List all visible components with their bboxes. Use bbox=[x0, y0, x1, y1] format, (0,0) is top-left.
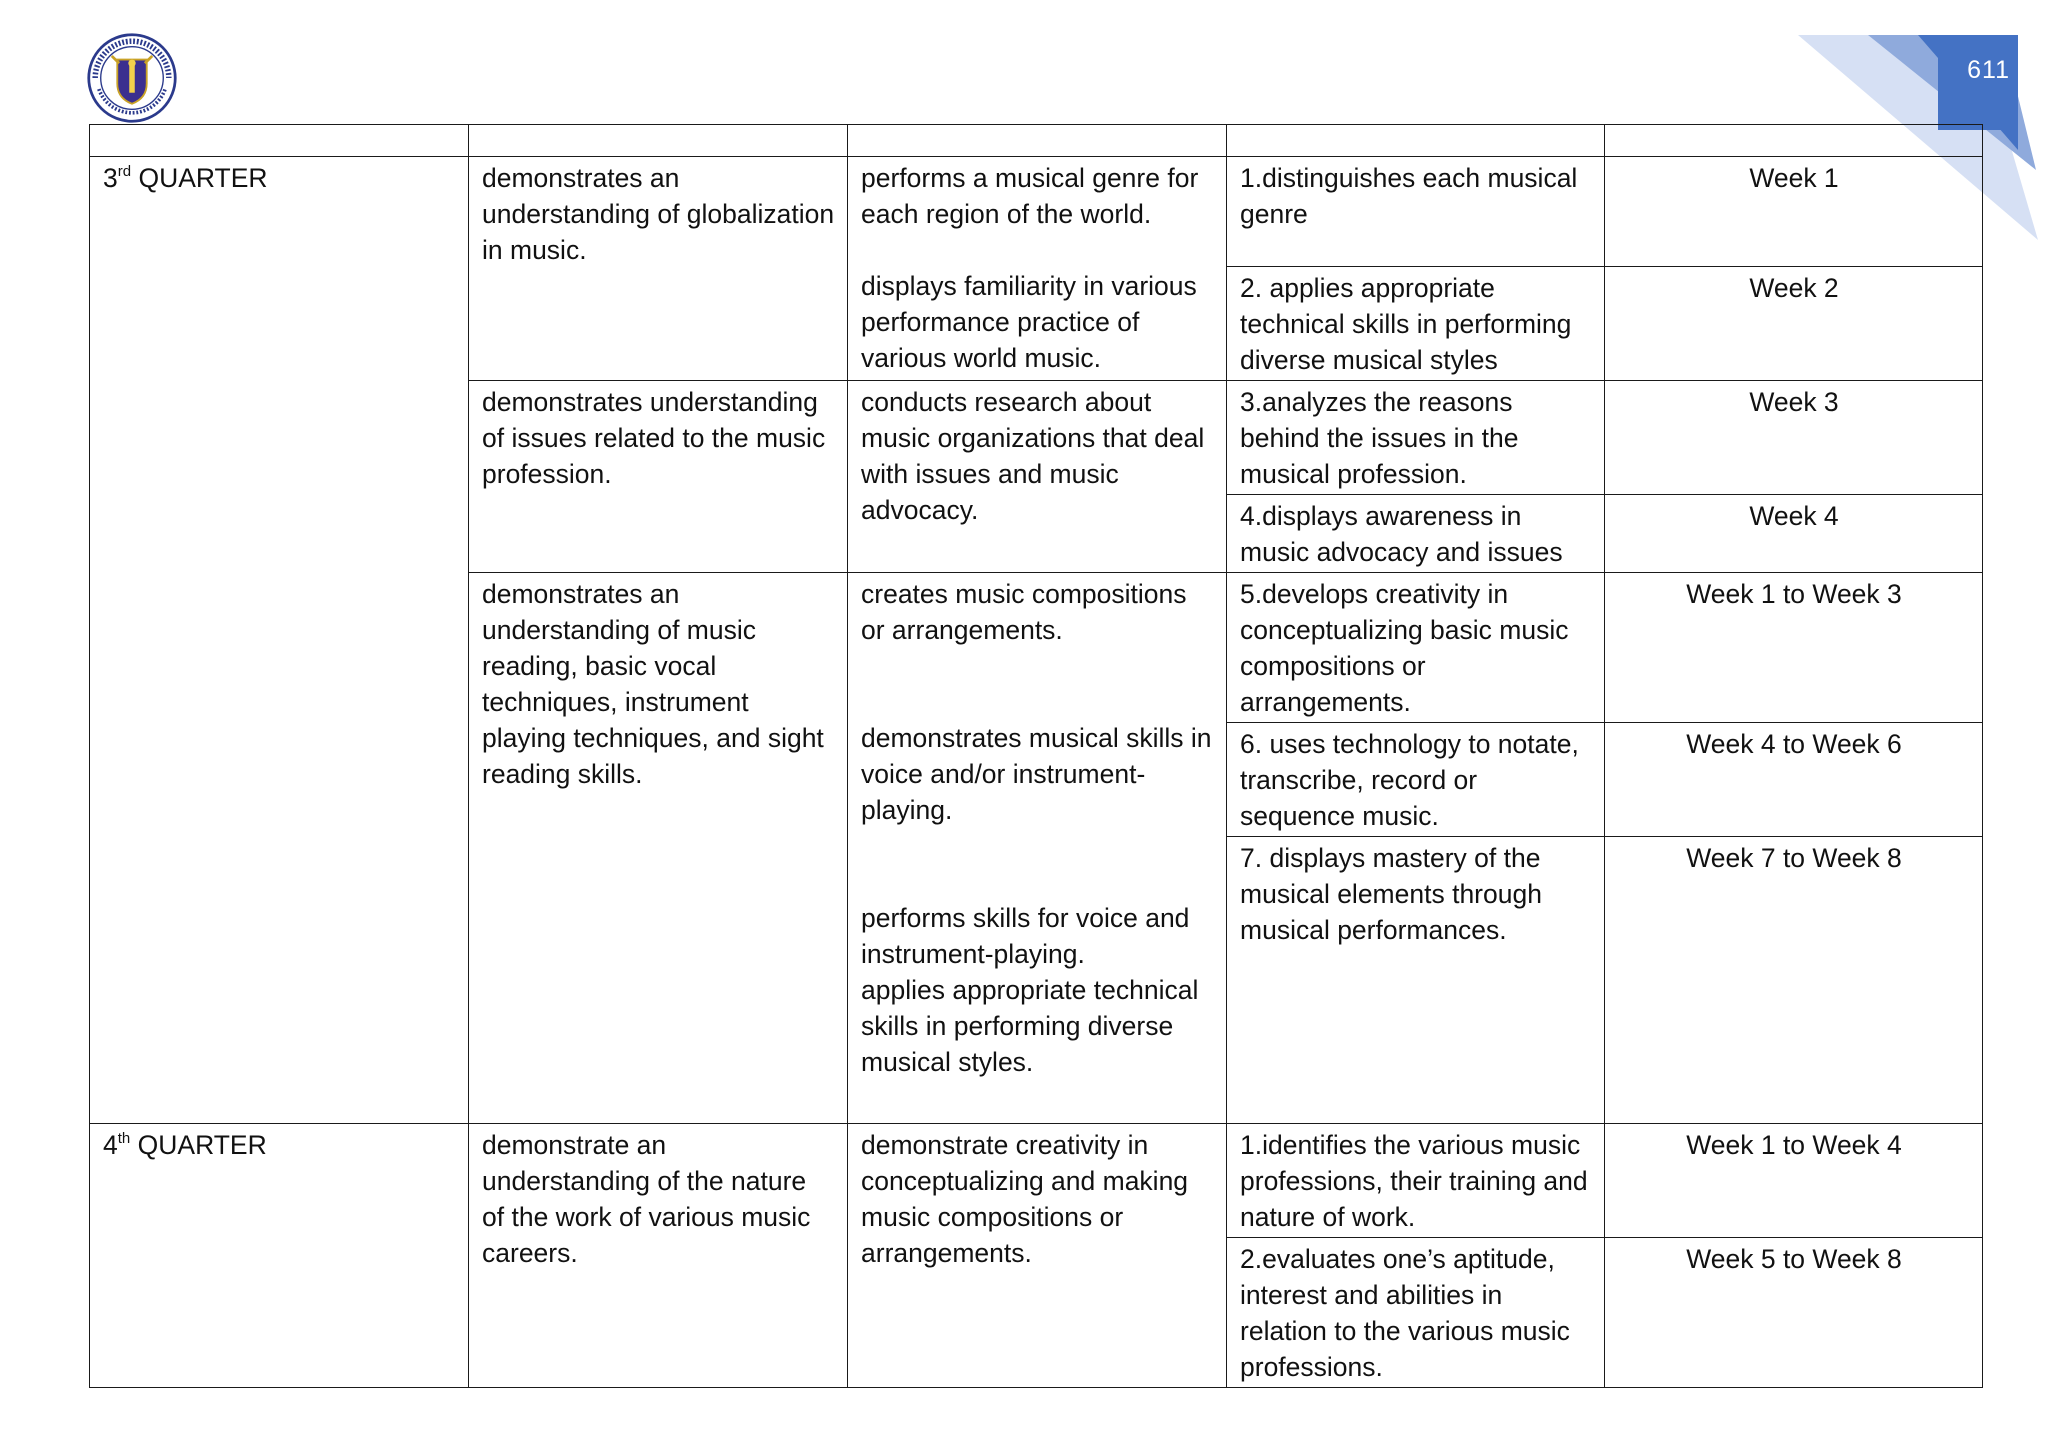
competency-cell: 6. uses technology to notate, transcribe, record or sequence music. bbox=[1227, 723, 1605, 837]
competency-cell: 1.distinguishes each musical genre bbox=[1227, 157, 1605, 267]
header-cell bbox=[1605, 125, 1983, 157]
header-cell bbox=[1227, 125, 1605, 157]
quarter-cell-4th: 4th QUARTER bbox=[90, 1124, 469, 1388]
competency-cell: 2. applies appropriate technical skills in performing diverse musical styles bbox=[1227, 267, 1605, 381]
time-frame-cell: Week 5 to Week 8 bbox=[1605, 1238, 1983, 1388]
deped-seal-logo bbox=[86, 32, 178, 124]
competency-cell: 2.evaluates one’s aptitude, interest and abilities in relation to the various music professions. bbox=[1227, 1238, 1605, 1388]
table-row bbox=[90, 1124, 1983, 1238]
curriculum-table bbox=[89, 124, 1983, 1388]
content-standard: demonstrates understanding of issues related to the music profession. bbox=[469, 381, 848, 573]
time-frame-cell: Week 1 to Week 4 bbox=[1605, 1124, 1983, 1238]
header-cell bbox=[469, 125, 848, 157]
competency-cell: 5.develops creativity in conceptualizing basic music compositions or arrangements. bbox=[1227, 573, 1605, 723]
header-cell bbox=[848, 125, 1227, 157]
time-frame-cell: Week 4 bbox=[1605, 495, 1983, 573]
competency-cell: 1.identifies the various music professions, their training and nature of work. bbox=[1227, 1124, 1605, 1238]
competency-cell: 7. displays mastery of the musical elements through musical performances. bbox=[1227, 837, 1605, 1124]
time-frame-cell: Week 3 bbox=[1605, 381, 1983, 495]
competency-cell: 3.analyzes the reasons behind the issues in the musical profession. bbox=[1227, 381, 1605, 495]
performance-standard: demonstrate creativity in conceptualizing and making music compositions or arrangements. bbox=[848, 1124, 1227, 1388]
header-cell bbox=[90, 125, 469, 157]
page-number: 611 bbox=[1967, 56, 2010, 84]
time-frame-cell: Week 1 bbox=[1605, 157, 1983, 267]
competency-cell: 4.displays awareness in music advocacy and issues bbox=[1227, 495, 1605, 573]
performance-standard: performs a musical genre for each region of the world. displays familiarity in various performance practice of various world music. bbox=[848, 157, 1227, 381]
content-standard: demonstrate an understanding of the nature of the work of various music careers. bbox=[469, 1124, 848, 1388]
performance-standard: conducts research about music organizations that deal with issues and music advocacy. bbox=[848, 381, 1227, 573]
table-row bbox=[90, 157, 1983, 267]
content-standard: demonstrates an understanding of globalization in music. bbox=[469, 157, 848, 381]
time-frame-cell: Week 4 to Week 6 bbox=[1605, 723, 1983, 837]
quarter-cell-3rd: 3rd QUARTER bbox=[90, 157, 469, 1124]
time-frame-cell: Week 7 to Week 8 bbox=[1605, 837, 1983, 1124]
content-standard: demonstrates an understanding of music reading, basic vocal techniques, instrument playing techniques, and sight reading skills. bbox=[469, 573, 848, 1124]
table-header-row bbox=[90, 125, 1983, 157]
performance-standard: creates music compositions or arrangements. demonstrates musical skills in voice and/or instrument-playing. performs skills for voice and instrument-playing. applies appropriate technical skills in performing diverse musical styles. bbox=[848, 573, 1227, 1124]
time-frame-cell: Week 1 to Week 3 bbox=[1605, 573, 1983, 723]
time-frame-cell: Week 2 bbox=[1605, 267, 1983, 381]
